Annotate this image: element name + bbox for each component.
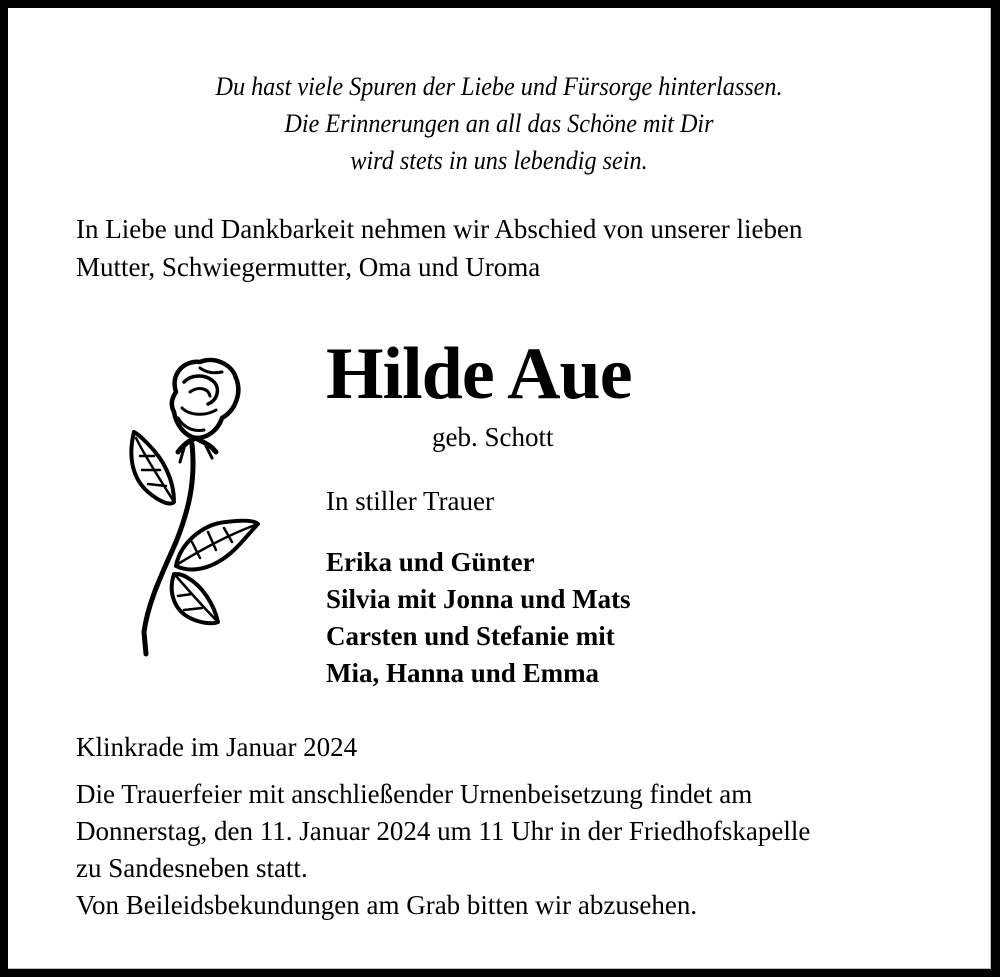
place-date: Klinkrade im Januar 2024 (76, 732, 358, 762)
family-list (326, 544, 631, 692)
details-line: zu Sandesneben statt. (76, 853, 308, 883)
deceased-name: Hilde Aue (326, 333, 632, 415)
mourning-label: In stiller Trauer (326, 486, 494, 516)
memorial-poem (42, 68, 955, 179)
details-line: Donnerstag, den 11. Januar 2024 um 11 Uhr in der Friedhofskapelle (76, 816, 811, 846)
family-line: Mia, Hanna und Emma (326, 658, 600, 688)
intro-text (76, 210, 803, 286)
maiden-name: geb. Schott (432, 422, 554, 452)
poem-line: Die Erinnerungen an all das Schöne mit Dir (284, 109, 714, 138)
rose-icon (118, 352, 278, 664)
details-line: Die Trauerfeier mit anschließender Urnenbeisetzung findet am (76, 779, 753, 809)
family-line: Silvia mit Jonna und Mats (326, 584, 631, 614)
obituary-notice (8, 8, 991, 969)
details-line: Von Beileidsbekundungen am Grab bitten wir abzusehen. (76, 890, 698, 920)
family-line: Erika und Günter (326, 547, 535, 577)
family-line: Carsten und Stefanie mit (326, 621, 615, 651)
intro-line: Mutter, Schwiegermutter, Oma und Uroma (76, 252, 541, 282)
intro-line: In Liebe und Dankbarkeit nehmen wir Abschied von unserer lieben (76, 214, 803, 244)
funeral-details (76, 776, 810, 924)
poem-line: Du hast viele Spuren der Liebe und Fürsorge hinterlassen. (215, 72, 783, 101)
poem-line: wird stets in uns lebendig sein. (350, 146, 648, 175)
